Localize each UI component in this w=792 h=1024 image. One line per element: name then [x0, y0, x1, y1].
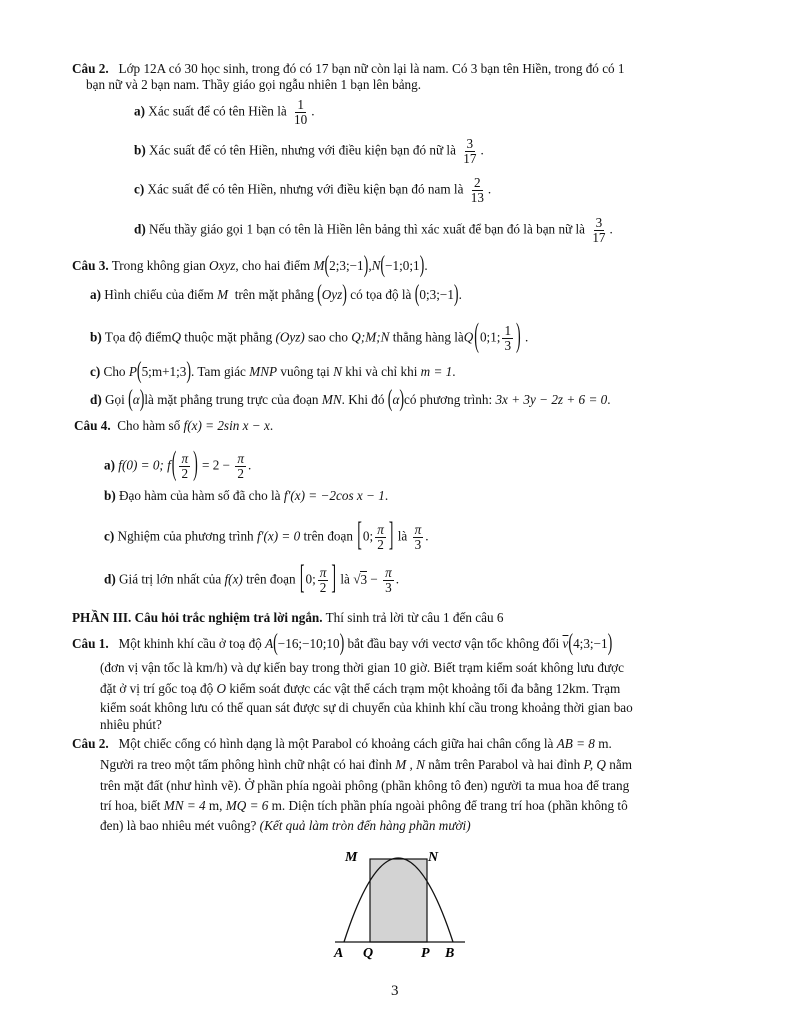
statement-a: a) Xác suất để có tên Hiền là $\frac{1}{10}$ .: [134, 97, 315, 127]
statement-4c: c) Nghiệm của phương trình f′(x) = 0 trên đoạn [0; $\frac{\pi}{2}$ ] là $\frac{\pi}{3}$ .: [104, 518, 429, 555]
statement-3d: d) Gọi (α)là mặt phẳng trung trực của đoạn MN. Khi đó (α)có phương trình: 3x + 3y − 2z + 6 = 0.: [90, 387, 611, 413]
question-text: Lớp 12A có 30 học sinh, trong đó có 17 bạn nữ còn lại là nam. Có 3 bạn tên Hiền, trong đó có 1: [118, 61, 625, 76]
label-M: M: [345, 850, 358, 865]
q2-line5: đen) là bao nhiêu mét vuông? (Kết quả làm tròn đến hàng phần mười): [100, 818, 471, 833]
part-3-header: PHẦN III. Câu hỏi trắc nghiệm trả lời ngắn. Thí sinh trả lời từ câu 1 đến câu 6: [72, 610, 504, 625]
question-4: Câu 4. Cho hàm số f(x) = 2sin x − x.: [74, 418, 274, 433]
statement-3c: c) Cho P(5;m+1;3). Tam giác MNP vuông tại N khi và chỉ khi m = 1.: [90, 359, 456, 385]
label-N: N: [428, 850, 439, 865]
short-question-1: Câu 1. Một khinh khí cầu ở toạ độ A(−16;−10;10) bắt đầu bay với vectơ vận tốc không đổi $\overline{v}(4;3;-1)$: [72, 631, 613, 657]
q2-line4: trí hoa, biết MN = 4 m, MQ = 6 m. Diện tích phần phía ngoài phông để trang trí hoa (phần không tô: [100, 798, 628, 813]
label-B: B: [445, 946, 455, 961]
question-text-line: bạn nữ và 2 bạn nam. Thầy giáo gọi ngẫu nhiên 1 bạn lên bảng.: [86, 77, 422, 92]
q2-line3: trên mặt đất (như hình vẽ). Ở phần phía ngoài phông (phần không tô đen) người ta mua hoa để trang: [100, 778, 630, 793]
label-P: P: [421, 946, 430, 961]
statement-3b: b) Tọa độ điểmQ thuộc mặt phẳng (Oyz) sao cho Q;M;N thẳng hàng làQ(0;1; $\frac{1}{3}$ ) .: [90, 319, 529, 356]
question-3: Câu 3. Trong không gian Oxyz, cho hai điểm M(2;3;−1),N(−1;0;1).: [72, 253, 428, 279]
parabola-gate-figure: [325, 830, 475, 965]
label-Q: Q: [363, 946, 374, 961]
statement-4a: a) f(0) = 0; f( $\frac{\pi}{2}$ ) = 2 − $\frac{\pi}{2}$ .: [104, 447, 252, 484]
page-number: 3: [391, 983, 399, 999]
q1-line5: nhiêu phút?: [100, 717, 162, 732]
label-A: A: [334, 946, 344, 961]
statement-c: c) Xác suất để có tên Hiền, nhưng với điều kiện bạn đó nam là $\frac{2}{13}$ .: [134, 175, 492, 205]
statement-3a: a) Hình chiếu của điểm M trên mặt phẳng (Oyz) có tọa độ là (0;3;−1).: [90, 282, 462, 308]
short-question-2: Câu 2. Một chiếc cổng có hình dạng là một Parabol có khoảng cách giữa hai chân cổng là AB = 8 m.: [72, 736, 612, 751]
question-2-probability: [72, 61, 625, 77]
statement-b: b) Xác suất để có tên Hiền, nhưng với điều kiện bạn đó nữ là $\frac{3}{17}$ .: [134, 136, 484, 166]
statement-d: d) Nếu thầy giáo gọi 1 bạn có tên là Hiền lên bảng thì xác xuất để bạn đó là bạn nữ là $\frac{3}{17}$ .: [134, 215, 613, 245]
q1-line3: đặt ở vị trí gốc toạ độ O kiểm soát được các vật thể cách trạm một khoảng tối đa bằng 12km. Trạm: [100, 681, 621, 696]
q1-line2: (đơn vị vận tốc là km/h) và dự kiến bay trong thời gian 10 giờ. Biết trạm kiểm soát không lưu được: [100, 660, 624, 675]
statement-4b: b) Đạo hàm của hàm số đã cho là f′(x) = −2cos x − 1.: [104, 488, 389, 503]
statement-4d: d) Giá trị lớn nhất của f(x) trên đoạn [0; $\frac{\pi}{2}$ ] là √3 − $\frac{\pi}{3}$ .: [104, 561, 399, 598]
q1-line4: kiểm soát không lưu có thể quan sát được sự di chuyển của khinh khí cầu trong khoảng thời gian bao: [100, 700, 633, 715]
banner-rectangle: [370, 859, 427, 942]
question-label: Câu 2.: [72, 61, 109, 76]
q2-line2: Người ra treo một tấm phông hình chữ nhật có hai đỉnh M , N nằm trên Parabol và hai đỉnh P, Q nằm: [100, 757, 632, 772]
